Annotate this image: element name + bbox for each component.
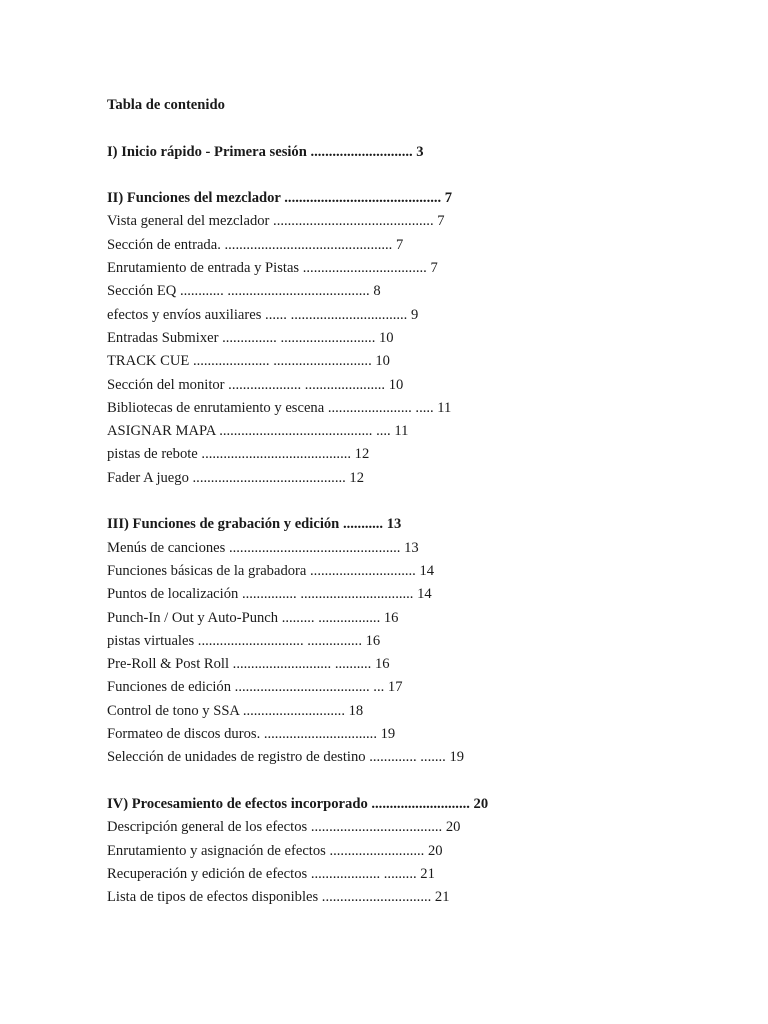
toc-entry[interactable]: Descripción general de los efectos .................................... 20 xyxy=(107,819,461,836)
toc-entry[interactable]: TRACK CUE ..................... ........................... 10 xyxy=(107,353,390,370)
spacer xyxy=(107,164,747,187)
toc-entry[interactable]: ASIGNAR MAPA .......................................... .... 11 xyxy=(107,423,409,440)
toc-entry[interactable]: Formateo de discos duros. ............................... 19 xyxy=(107,726,396,743)
toc-entry[interactable]: Puntos de localización ............... ............................... 14 xyxy=(107,586,432,603)
toc-entry[interactable]: pistas virtuales ............................. ............... 16 xyxy=(107,632,381,649)
toc-title: Tabla de contenido xyxy=(107,97,225,113)
toc-entry[interactable]: Sección EQ ............ ....................................... 8 xyxy=(107,283,381,300)
toc-entry[interactable]: Funciones básicas de la grabadora ............................. 14 xyxy=(107,562,435,579)
toc-entry[interactable]: Funciones de edición ..................................... ... 17 xyxy=(107,679,403,696)
toc-entry[interactable]: Enrutamiento de entrada y Pistas .................................. 7 xyxy=(107,260,438,277)
toc-section-heading[interactable]: II) Funciones del mezclador ........................................... 7 xyxy=(107,190,453,207)
toc-entry[interactable]: Lista de tipos de efectos disponibles .............................. 21 xyxy=(107,889,450,906)
toc-entry[interactable]: Menús de canciones ............................................... 13 xyxy=(107,539,419,556)
toc-entry[interactable]: Enrutamiento y asignación de efectos .......................... 20 xyxy=(107,842,443,859)
toc-section-heading[interactable]: III) Funciones de grabación y edición ........... 13 xyxy=(107,516,402,533)
toc-section-heading[interactable]: IV) Procesamiento de efectos incorporado ........................... 20 xyxy=(107,795,489,812)
toc-entry[interactable]: Recuperación y edición de efectos ................... ......... 21 xyxy=(107,865,435,882)
spacer xyxy=(107,770,747,793)
toc-entry[interactable]: Punch-In / Out y Auto-Punch ......... ................. 16 xyxy=(107,609,399,626)
toc-entry[interactable]: efectos y envíos auxiliares ...... ................................ 9 xyxy=(107,306,419,323)
toc-section-heading[interactable]: I) Inicio rápido - Primera sesión ............................ 3 xyxy=(107,143,424,160)
toc-entry[interactable]: Sección del monitor .................... ...................... 10 xyxy=(107,376,404,393)
toc-entry[interactable]: Pre-Roll & Post Roll ........................... .......... 16 xyxy=(107,656,390,673)
toc-entry[interactable]: Sección de entrada. .............................................. 7 xyxy=(107,236,404,253)
spacer xyxy=(107,490,747,513)
toc-entry[interactable]: Bibliotecas de enrutamiento y escena ....................... ..... 11 xyxy=(107,399,452,416)
spacer xyxy=(107,117,747,140)
toc-entry[interactable]: Fader A juego .......................................... 12 xyxy=(107,469,365,486)
toc-entry[interactable]: Selección de unidades de registro de destino ............. ....... 19 xyxy=(107,749,465,766)
table-of-contents xyxy=(107,94,747,909)
toc-entry[interactable]: Entradas Submixer ............... .......................... 10 xyxy=(107,329,394,346)
toc-entry[interactable]: Control de tono y SSA ............................ 18 xyxy=(107,702,364,719)
toc-entry[interactable]: Vista general del mezclador ............................................ 7 xyxy=(107,213,445,230)
toc-entry[interactable]: pistas de rebote ......................................... 12 xyxy=(107,446,370,463)
